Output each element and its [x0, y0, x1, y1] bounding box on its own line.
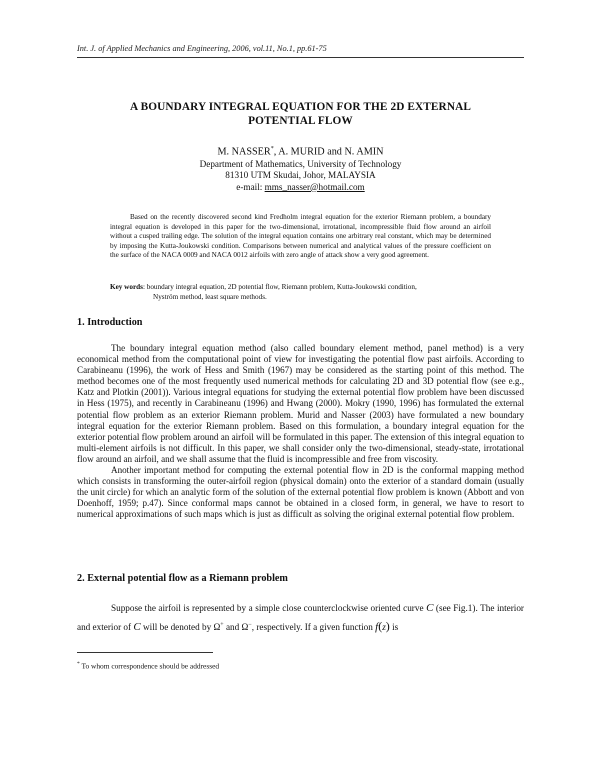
s2-text-2: (see Fig.1). — [433, 603, 478, 613]
title-line-2: POTENTIAL FLOW — [248, 115, 353, 127]
symbol-omega-plus: Ω — [213, 622, 221, 633]
email-link[interactable]: mms_nasser@hotmail.com — [264, 181, 365, 192]
affiliation-department: Department of Mathematics, University of Technology — [199, 159, 402, 169]
title-line-1: A BOUNDARY INTEGRAL EQUATION FOR THE 2D EXTERNAL — [130, 101, 471, 113]
s2-text-5: and — [223, 622, 242, 633]
footnote-rule — [77, 652, 213, 653]
header-rule — [77, 57, 524, 58]
s2-text-1: Suppose the airfoil is represented by a simple close counterclockwise oriented curve — [111, 603, 427, 613]
section-1-paragraph-2: Another important method for computing the external potential flow in 2D is the conformal mapping method which consists in transforming the outer-airfoil region (physical domain) onto the exterior of a standard domain (usually the unit circle) for which an analytic form of the solution of the external potential flow problem is known (Abbott and von Doenhoff, 1959; p.47). Since conformal maps cannot be obtained in a closed form, in general, we have to resort to numerical approximations of such maps which is just as difficult as solving the original external potential flow problem. — [77, 465, 524, 520]
symbol-C: C — [426, 602, 434, 614]
section-2-heading: 2. External potential flow as a Riemann problem — [77, 573, 288, 584]
author-first: M. NASSER — [217, 146, 271, 158]
footnote — [77, 661, 219, 670]
affiliation-address: 81310 UTM Skudai, Johor, MALAYSIA — [225, 170, 376, 181]
symbol-C-2: C — [133, 621, 141, 634]
section-2-paragraph-1 — [77, 600, 524, 636]
author-footnote-mark: * — [270, 146, 274, 152]
section-1-body — [77, 343, 524, 521]
s2-text-4: will be denoted by — [140, 622, 214, 633]
keywords-list-1: : boundary integral equation, 2D potential flow, Riemann problem, Kutta-Joukowski condition, — [142, 283, 417, 291]
section-2-body — [77, 600, 524, 636]
email-label: e-mail: — [236, 181, 265, 192]
s2-text-7: is — [389, 622, 399, 633]
sup-plus: + — [220, 622, 224, 628]
affiliation — [77, 159, 524, 193]
footnote-mark: * — [77, 661, 80, 667]
abstract: Based on the recently discovered second kind Fredholm integral equation for the exterior Riemann problem, a boundary integral equation is developed in this paper for the two-dimensional, irrotational, incompressible fluid flow around an airfoil without a cusped trailing edge. The solution of the integral equation contains one arbitrary real constant, which may be determined by imposing the Kutta-Joukowski condition. Comparisons between numerical and analytical values of the pressure coefficient on the surface of the NACA 0009 and NACA 0012 airfoils with zero angle of attack show a very good agreement. — [110, 213, 491, 259]
affiliation-email-line — [77, 182, 524, 193]
sup-minus: − — [248, 622, 252, 628]
authors — [77, 146, 524, 157]
symbol-omega-minus: Ω — [241, 622, 249, 633]
footnote-text: To whom correspondence should be addressed — [79, 661, 220, 671]
journal-citation: Int. J. of Applied Mechanics and Engineering, 2006, vol.11, No.1, pp.61-75 — [77, 44, 327, 53]
keywords-line-1 — [110, 283, 491, 293]
s2-text-3: The interior and exterior of — [77, 603, 524, 633]
section-1-paragraph-1: The boundary integral equation method (also called boundary element method, panel method) is a very economical method from the computational point of view for investigating the potential flow past airfoils. According to Carabineanu (1996), the work of Hess and Smith (1967) may be considered as the starting point of this method. The method becomes one of the most frequently used numerical methods for calculating 2D and 3D potential flow (see e.g., Katz and Plotkin (2001)). Various integral equations for studying the external potential flow problem have been discussed in Hess (1975), and recently in Carabineanu (1996) and Hwang (2000). Mokry (1990, 1996) has formulated the external potential flow problem as an exterior Riemann problem. Murid and Nasser (2003) have formulated a new boundary integral equation for the exterior Riemann problem. Based on this formulation, a boundary integral equation for the exterior potential flow problem around an airfoil will be formulated in this paper. The extension of this integral equation to multi-element airfoils is not difficult. In this paper, we shall consider only the two-dimensional, steady-state, irrotational flow around an airfoil, and we shall assume that the fluid is incompressible and free from viscosity. — [77, 343, 524, 464]
keywords-list-2: Nyström method, least square methods. — [153, 292, 267, 301]
s2-text-6: , respectively. If a given function — [251, 622, 376, 633]
paren-open: ( — [378, 619, 383, 634]
symbol-z: z — [382, 622, 386, 633]
paper-title — [77, 100, 524, 128]
paren-close: ) — [385, 619, 390, 634]
keywords-label: Key words — [110, 283, 143, 291]
author-rest: , A. MURID and N. AMIN — [273, 146, 384, 158]
section-1-heading: 1. Introduction — [77, 317, 143, 328]
symbol-f: f — [375, 621, 379, 634]
keywords — [110, 283, 491, 302]
